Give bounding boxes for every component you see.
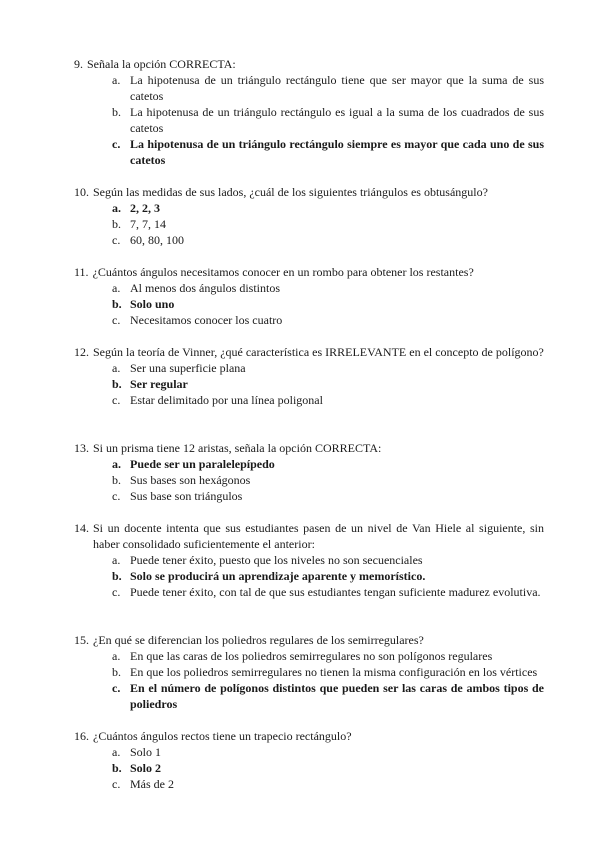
options-list	[74, 72, 544, 168]
option-a	[112, 72, 544, 104]
option-text: Puede tener éxito, con tal de que sus estudiantes tengan suficiente madurez evolutiva.	[130, 585, 541, 599]
option-b-correct	[112, 376, 544, 392]
option-c	[112, 584, 544, 600]
question-11	[74, 264, 544, 328]
option-c	[112, 488, 544, 504]
option-text: Solo uno	[130, 297, 175, 311]
option-letter: b.	[112, 761, 122, 775]
question-number: 10.	[74, 185, 89, 199]
option-text: Solo se producirá un aprendizaje aparente y memorístico.	[130, 569, 426, 583]
options-list	[74, 456, 544, 504]
option-b	[112, 664, 544, 680]
option-text: Ser una superficie plana	[130, 361, 246, 375]
question-stem	[74, 56, 544, 72]
option-text: Solo 2	[130, 761, 162, 775]
option-c-correct	[112, 680, 544, 712]
option-text: La hipotenusa de un triángulo rectángulo siempre es mayor que cada uno de sus catetos	[130, 137, 544, 167]
question-text: ¿Cuántos ángulos rectos tiene un trapecio rectángulo?	[93, 729, 352, 743]
option-letter: b.	[112, 473, 121, 487]
options-list	[74, 280, 544, 328]
question-number: 14.	[74, 521, 89, 535]
option-text: Puede ser un paralelepípedo	[130, 457, 275, 471]
question-stem	[74, 632, 544, 648]
option-c	[112, 392, 544, 408]
option-letter: b.	[112, 217, 121, 231]
question-text: Señala la opción CORRECTA:	[87, 57, 236, 71]
option-text: En que los poliedros semirregulares no tienen la misma configuración en los vértices	[130, 665, 538, 679]
option-letter: a.	[112, 201, 121, 215]
option-c-correct	[112, 136, 544, 168]
question-number: 13.	[74, 441, 89, 455]
option-text: Solo 1	[130, 745, 162, 759]
options-list	[74, 552, 544, 600]
option-letter: c.	[112, 393, 121, 407]
question-13	[74, 440, 544, 504]
options-list	[74, 744, 544, 792]
option-text: La hipotenusa de un triángulo rectángulo tiene que ser mayor que la suma de sus catetos	[130, 73, 544, 103]
option-text: Más de 2	[130, 777, 174, 791]
option-letter: b.	[112, 377, 122, 391]
option-b-correct	[112, 296, 544, 312]
question-14	[74, 520, 544, 600]
question-number: 12.	[74, 345, 89, 359]
question-text: Según las medidas de sus lados, ¿cuál de los siguientes triángulos es obtusángulo?	[93, 185, 488, 199]
option-text: En que las caras de los poliedros semirregulares no son polígonos regulares	[130, 649, 493, 663]
option-letter: a.	[112, 745, 121, 759]
option-letter: a.	[112, 457, 121, 471]
question-number: 16.	[74, 729, 89, 743]
option-a	[112, 280, 544, 296]
option-text: Puede tener éxito, puesto que los niveles no son secuenciales	[130, 553, 423, 567]
options-list	[74, 200, 544, 248]
options-list	[74, 360, 544, 408]
option-letter: a.	[112, 361, 121, 375]
question-number: 9.	[74, 57, 83, 71]
option-letter: c.	[112, 137, 121, 151]
question-text: Si un docente intenta que sus estudiantes pasen de un nivel de Van Hiele al siguiente, sin haber consolidado suficientemente el anterior:	[93, 521, 544, 551]
option-text: Sus base son triángulos	[130, 489, 243, 503]
option-letter: b.	[112, 105, 121, 119]
option-letter: c.	[112, 681, 121, 695]
option-text: En el número de polígonos distintos que pueden ser las caras de ambos tipos de poliedros	[130, 681, 544, 711]
option-b-correct	[112, 568, 544, 584]
option-b	[112, 472, 544, 488]
option-letter: b.	[112, 665, 121, 679]
question-text: ¿Cuántos ángulos necesitamos conocer en un rombo para obtener los restantes?	[92, 265, 474, 279]
option-b	[112, 104, 544, 136]
option-text: Necesitamos conocer los cuatro	[130, 313, 283, 327]
question-9	[74, 56, 544, 168]
question-15	[74, 632, 544, 712]
option-letter: c.	[112, 489, 121, 503]
question-stem	[74, 184, 544, 200]
option-letter: c.	[112, 585, 121, 599]
option-a	[112, 552, 544, 568]
option-text: 7, 7, 14	[130, 217, 166, 231]
option-text: La hipotenusa de un triángulo rectángulo es igual a la suma de los cuadrados de sus catetos	[130, 105, 544, 135]
question-12	[74, 344, 544, 408]
option-a	[112, 360, 544, 376]
option-letter: c.	[112, 313, 121, 327]
option-letter: a.	[112, 281, 121, 295]
option-b-correct	[112, 760, 544, 776]
question-number: 15.	[74, 633, 89, 647]
option-text: Al menos dos ángulos distintos	[130, 281, 281, 295]
option-text: Estar delimitado por una línea poligonal	[130, 393, 323, 407]
option-letter: c.	[112, 777, 121, 791]
option-letter: a.	[112, 649, 121, 663]
option-a-correct	[112, 456, 544, 472]
option-a	[112, 744, 544, 760]
option-c	[112, 312, 544, 328]
question-10	[74, 184, 544, 248]
option-text: Sus bases son hexágonos	[130, 473, 251, 487]
question-number: 11.	[74, 265, 89, 279]
option-a-correct	[112, 200, 544, 216]
question-text: ¿En qué se diferencian los poliedros regulares de los semirregulares?	[93, 633, 424, 647]
option-letter: a.	[112, 553, 121, 567]
option-text: 2, 2, 3	[130, 201, 160, 215]
question-16	[74, 728, 544, 792]
option-letter: b.	[112, 297, 122, 311]
option-b	[112, 216, 544, 232]
question-text: Según la teoría de Vinner, ¿qué característica es IRRELEVANTE en el concepto de polígono?	[93, 345, 544, 359]
question-stem	[74, 440, 544, 456]
question-stem	[74, 728, 544, 744]
question-stem	[74, 264, 544, 280]
question-stem	[74, 520, 544, 552]
option-c	[112, 776, 544, 792]
option-letter: b.	[112, 569, 122, 583]
options-list	[74, 648, 544, 712]
question-text: Si un prisma tiene 12 aristas, señala la opción CORRECTA:	[93, 441, 382, 455]
option-letter: a.	[112, 73, 121, 87]
option-a	[112, 648, 544, 664]
option-text: 60, 80, 100	[130, 233, 184, 247]
question-stem	[74, 344, 544, 360]
option-text: Ser regular	[130, 377, 188, 391]
option-letter: c.	[112, 233, 121, 247]
option-c	[112, 232, 544, 248]
